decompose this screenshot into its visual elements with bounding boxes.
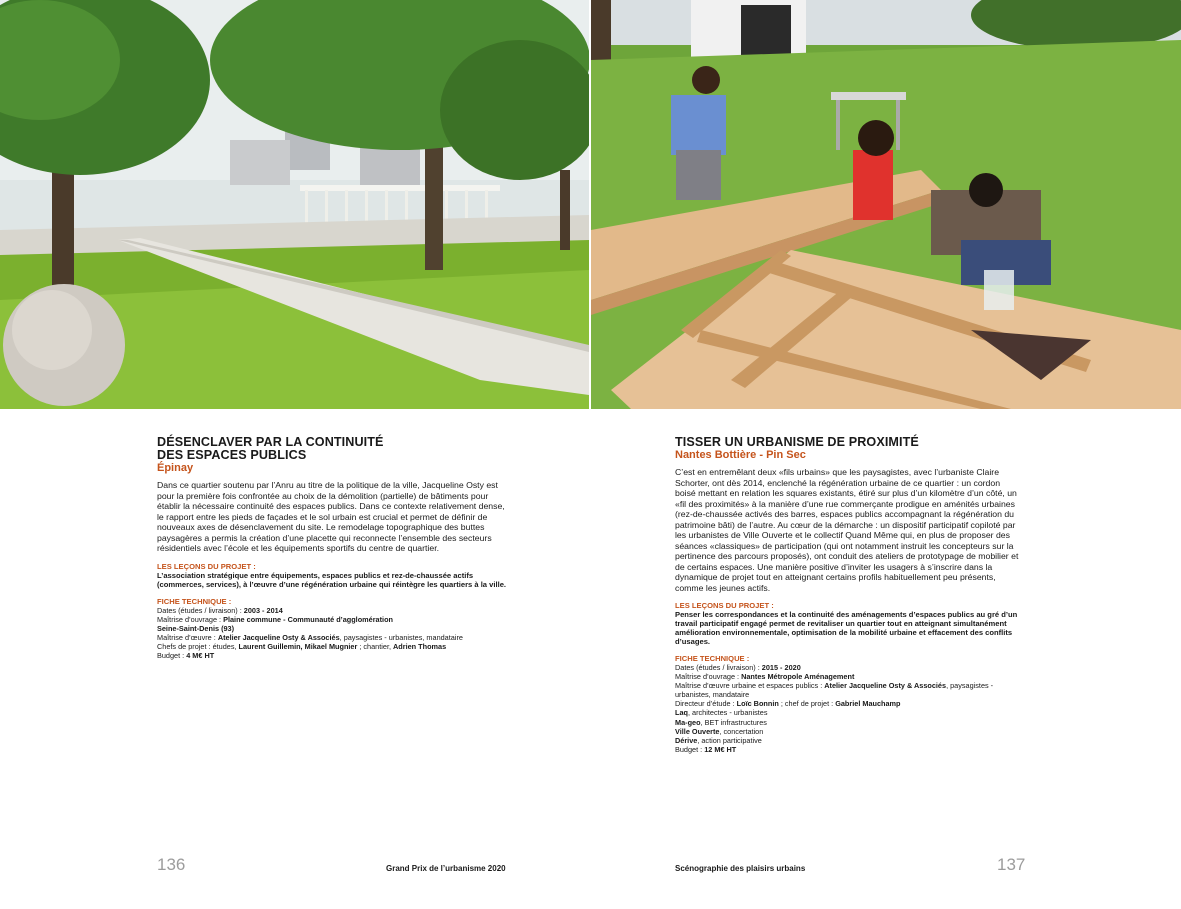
lessons-text: Penser les correspondances et la continuité des aménagements d’espaces publics au gré d’un travail participatif engagé permet de revitaliser un quartier tout en atteignant simultanément amélioration environnementale, optimisation de la mobilité urbaine et effacement des conflits d’usages. <box>675 610 1018 646</box>
article-epinay <box>157 436 507 660</box>
photo-workshop-nantes <box>591 0 1181 409</box>
running-title-left: Grand Prix de l’urbanisme 2020 <box>386 864 506 873</box>
article-location: Épinay <box>157 462 194 474</box>
tech-sheet: Dates (études / livraison) : 2003 - 2014 Maîtrise d’ouvrage : Plaine commune - Communauté d’agglomération Seine-Saint-Denis (93) Maîtrise d’œuvre : Atelier Jacqueline Osty & Associés, paysagistes - urbanistes, mandataire Chefs de projet : études, Laurent Guillemin, Mikael Mugnier ; chantier, Adrien Thomas Budget : 4 M€ HT <box>157 605 463 660</box>
article-body: C’est en entremêlant deux «fils urbains» que les paysagistes, avec l’urbaniste Claire Schorter, ont dès 2014, enclenché la régénération urbaine de ce quartier : un cordon boisé mettant en relation les squares existants, étiré sur plus d’un kilomètre d’un côté, un «fil des proximités» à la manière d’une rue commerçante prodigue en aménités urbaines (rez-de-chaussée activés des barres, espaces publics accompagnant la régénération du patrimoine bâti) de l’autre. Au cœur de la démarche : un dispositif participatif copiloté par les urbanistes de Ville Ouverte et le collectif Quand Même qui, en plus de proposer des séances «classiques» de participation (qui ont notamment instruit les concepteurs sur la pertinence des parcours proposés), ont conduit des ateliers de prototypage de mobilier et de certains espaces. Une manière positive d’inviter les usagers à s’inscrire dans la dynamique de projet tout en atteignant certains profils habituellement peu présents, comme les jeunes actifs. <box>675 467 1019 593</box>
page-number-left: 136 <box>157 855 186 874</box>
lessons-text: L’association stratégique entre équipements, espaces publics et rez-de-chaussée actifs (commerces, services), à l’œuvre d’une régénération urbaine qui réintègre les quartiers à la ville. <box>157 570 507 589</box>
title-line-2: DES ESPACES PUBLICS <box>157 448 307 462</box>
lessons-label: LES LEÇONS DU PROJET : <box>675 601 774 610</box>
article-body: Dans ce quartier soutenu par l’Anru au titre de la politique de la ville, Jacqueline Osty est pour la première fois confrontée au choix de la démolition (partielle) de bâtiments pour établir la nécessaire continuité des espaces publics. Dans ce contexte relativement dense, le rapport entre les pieds de façades et le sol urbain est crucial et permet de définir de nouveaux axes de désenclavement du site. Le remodelage topographique des buttes paysagères a permis la création d’une placette qui reconnecte l’ensemble des secteurs résidentiels avec l’école et les équipements sportifs du centre de quartier. <box>157 480 505 553</box>
tech-sheet: Dates (études / livraison) : 2015 - 2020 Maîtrise d’ouvrage : Nantes Métropole Aménagement Maîtrise d’œuvre urbaine et espaces publics : Atelier Jacqueline Osty & Associés, paysagistes - urbanistes, mandataire Directeur d’étude : Loïc Bonnin ; chef de projet : Gabriel Mauchamp Laq, architectes - urbanistes Ma-geo, BET infrastructures Ville Ouverte, concertation Dérive, action participative Budget : 12 M€ HT <box>675 663 994 754</box>
article-title: TISSER UN URBANISME DE PROXIMITÉ <box>675 435 919 449</box>
article-location: Nantes Bottière - Pin Sec <box>675 449 806 461</box>
running-title-right: Scénographie des plaisirs urbains <box>675 864 806 873</box>
tech-label: FICHE TECHNIQUE : <box>675 654 750 663</box>
page-number-right: 137 <box>997 855 1026 874</box>
photo-park-epinay <box>0 0 589 409</box>
tech-label: FICHE TECHNIQUE : <box>157 596 232 606</box>
title-line-1: DÉSENCLAVER PAR LA CONTINUITÉ <box>157 435 384 449</box>
lessons-label: LES LEÇONS DU PROJET : <box>157 561 256 571</box>
article-nantes <box>675 436 1020 754</box>
article-title <box>157 436 507 462</box>
